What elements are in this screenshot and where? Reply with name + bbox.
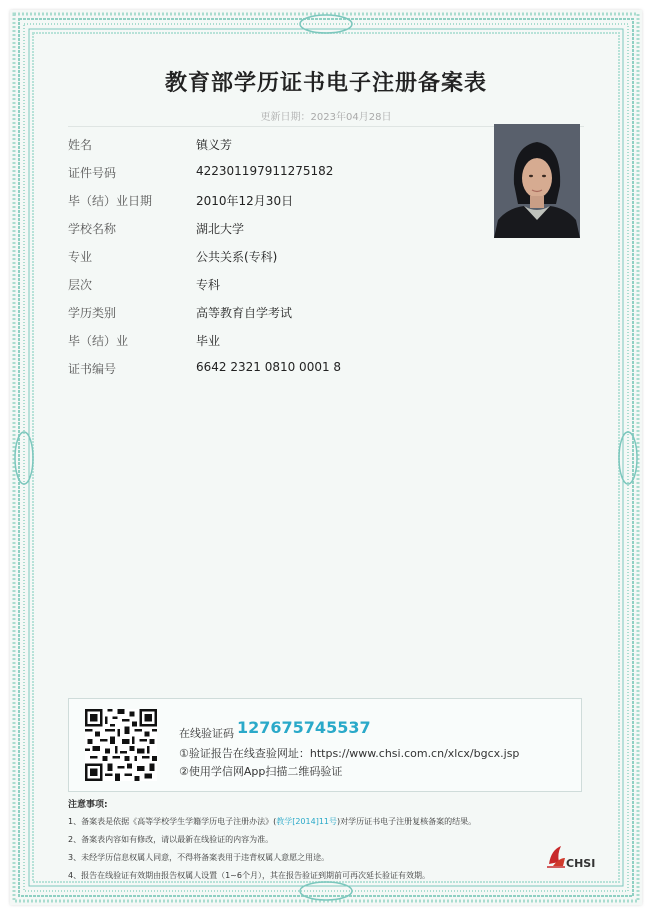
chsi-logo-text: CHSI — [566, 857, 596, 870]
note-1-text-end: )对学历证书电子注册复核备案的结果。 — [337, 817, 477, 826]
field-label-id-number: 证件号码 — [68, 166, 117, 180]
verification-url-text: ①验证报告在线查验网址：https://www.chsi.com.cn/xlcx/bgcx.jsp — [179, 747, 520, 760]
update-value: 2023年04月28日 — [310, 112, 392, 123]
note-4: 4、报告在线验证有效期由报告权属人设置（1~6个月），其在报告验证到期前可再次延长验证有效期。 — [68, 871, 430, 880]
field-label-certificate-number: 证书编号 — [68, 362, 117, 376]
qr-code-icon[interactable] — [85, 709, 157, 781]
document-title: 教育部学历证书电子注册备案表 — [164, 71, 487, 96]
note-2: 2、备案表内容如有修改，请以最新在线验证的内容为准。 — [68, 835, 274, 844]
portrait-photo — [494, 124, 580, 238]
field-label-major: 专业 — [68, 250, 93, 264]
note-1 — [68, 816, 476, 827]
update-label: 更新日期： — [260, 112, 311, 123]
field-value-school: 湖北大学 — [196, 222, 245, 236]
field-value-major: 公共关系(专科) — [196, 250, 278, 264]
field-value-level: 专科 — [196, 278, 221, 292]
verification-box — [68, 698, 582, 792]
note-1-text-start: 1、备案表是依据《高等学校学生学籍学历电子注册办法》( — [68, 817, 277, 826]
field-value-education-type: 高等教育自学考试 — [196, 306, 293, 320]
field-value-name: 镇义芳 — [196, 138, 233, 152]
verification-code: 127675745537 — [237, 718, 371, 737]
field-label-education-type: 学历类别 — [68, 306, 117, 320]
update-date — [10, 108, 642, 123]
field-label-graduation-date: 毕（结）业日期 — [68, 194, 153, 208]
verification-app-text: ②使用学信网App扫描二维码验证 — [179, 765, 343, 778]
field-value-graduation-status: 毕业 — [196, 334, 221, 348]
field-label-school: 学校名称 — [68, 222, 117, 236]
note-3: 3、未经学历信息权属人同意，不得将备案表用于违背权属人意愿之用途。 — [68, 853, 330, 862]
notes-title: 注意事项: — [68, 800, 108, 810]
field-value-certificate-number: 6642 2321 0810 0001 8 — [196, 360, 342, 374]
field-label-name: 姓名 — [68, 138, 93, 152]
verification-code-label: 在线验证码 — [179, 727, 234, 740]
certificate-sheet — [10, 10, 642, 905]
field-label-level: 层次 — [68, 278, 93, 292]
field-value-graduation-date: 2010年12月30日 — [196, 194, 294, 208]
note-1-link[interactable]: 教学[2014]11号 — [276, 817, 337, 826]
field-value-id-number: 422301197911275182 — [196, 164, 334, 178]
field-label-graduation-status: 毕（结）业 — [68, 334, 129, 348]
